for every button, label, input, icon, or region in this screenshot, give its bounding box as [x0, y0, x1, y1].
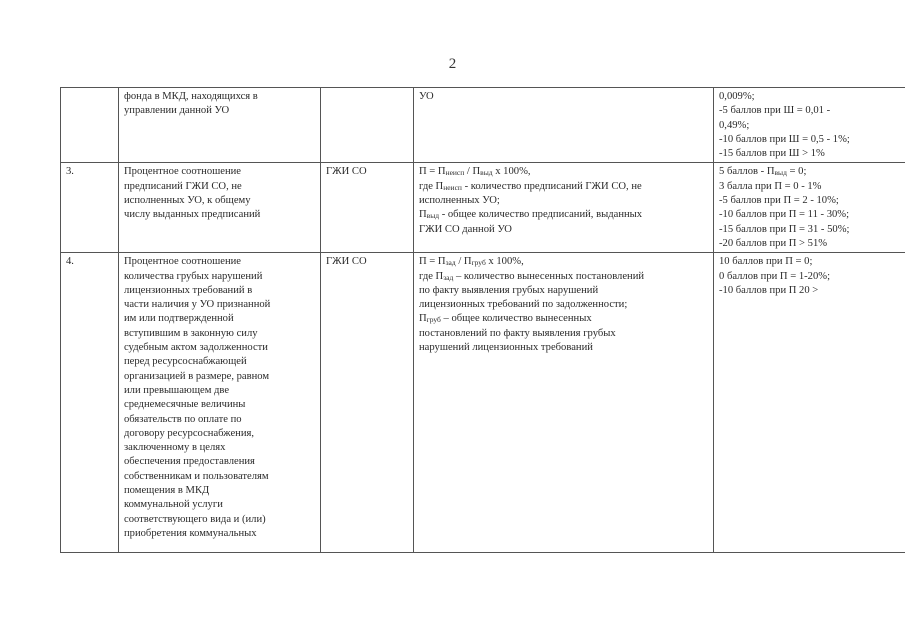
criterion-line: среднемесячные величины — [124, 399, 246, 411]
score-cell — [714, 163, 905, 253]
formula-line: $П_{груб}$ – общее количество вынесенных — [419, 313, 592, 325]
formula-line: $П = П_{неисп} / П_{выд}$ x 100%, — [419, 166, 531, 178]
score-line: -5 баллов при П = 2 - 10%; — [719, 195, 839, 207]
formula-cell — [414, 253, 714, 553]
criterion-line: договору ресурсоснабжения, — [124, 427, 255, 439]
score-line: -15 баллов при П = 31 - 50%; — [719, 223, 850, 235]
score-line: -10 баллов при П 20 > — [719, 284, 819, 296]
source-cell — [321, 163, 414, 253]
score-line: -20 баллов при П > 51% — [719, 237, 828, 249]
row-number-cell — [61, 88, 119, 163]
criterion-line: перед ресурсоснабжающей — [124, 356, 247, 368]
formula-line: где $П_{зад}$ – количество вынесенных постановлений — [419, 270, 645, 282]
score-line: 0 баллов при П = 1-20%; — [719, 270, 831, 282]
criterion-line: числу выданных предписаний — [124, 209, 261, 221]
score-line: 5 баллов - $П_{выд} = 0$; — [719, 166, 807, 178]
criterion-line: управлении данной УО — [124, 105, 230, 117]
score-line: 10 баллов при П = 0; — [719, 256, 813, 268]
criterion-line: организацией в размере, равном — [124, 370, 270, 382]
score-line: -5 баллов при Ш = 0,01 - — [719, 105, 831, 117]
table-row — [61, 88, 905, 163]
row-number-cell — [61, 253, 119, 553]
table-row — [61, 163, 905, 253]
row-number: 4. — [66, 256, 74, 268]
source-text: ГЖИ СО — [326, 256, 367, 268]
criterion-line: соответствующего вида и (или) — [124, 513, 266, 525]
formula-cell — [414, 163, 714, 253]
score-cell — [714, 88, 905, 163]
formula-line: постановлений по факту выявления грубых — [419, 327, 616, 339]
criterion-cell — [119, 253, 321, 553]
formula-line: по факту выявления грубых нарушений — [419, 284, 599, 296]
criterion-line: приобретения коммунальных — [124, 527, 257, 539]
score-line: -15 баллов при Ш > 1% — [719, 148, 825, 160]
formula-line: УО — [419, 91, 434, 102]
criterion-line: помещения в МКД — [124, 485, 210, 497]
criterion-cell — [119, 88, 321, 163]
score-cell — [714, 253, 905, 553]
criterion-cell — [119, 163, 321, 253]
score-line: -10 баллов при Ш = 0,5 - 1%; — [719, 133, 850, 145]
formula-line: лицензионных требований по задолженности; — [419, 299, 628, 311]
criterion-line: обязательств по оплате по — [124, 413, 242, 425]
criterion-line: им или подтвержденной — [124, 313, 234, 325]
table-row — [61, 253, 905, 553]
source-cell — [321, 88, 414, 163]
criterion-line: предписаний ГЖИ СО, не — [124, 180, 242, 192]
criterion-line: собственникам и пользователям — [124, 470, 269, 482]
score-line: 0,49%; — [719, 119, 750, 131]
criterion-line: фонда в МКД, находящихся в — [124, 91, 258, 102]
formula-line: нарушений лицензионных требований — [419, 342, 593, 354]
formula-line: $П_{выд}$ - общее количество предписаний, выданных — [419, 209, 643, 221]
row-number-cell — [61, 163, 119, 253]
criteria-table — [60, 87, 905, 553]
source-cell — [321, 253, 414, 553]
formula-line: ГЖИ СО данной УО — [419, 223, 512, 235]
criterion-line: или превышающем две — [124, 384, 230, 396]
criterion-line: количества грубых нарушений — [124, 270, 263, 282]
criterion-line: вступившим в законную силу — [124, 327, 258, 339]
criterion-line: лицензионных требований в — [124, 284, 253, 296]
source-text: ГЖИ СО — [326, 166, 367, 178]
row-number: 3. — [66, 166, 74, 178]
formula-cell — [414, 88, 714, 163]
criterion-line: обеспечения предоставления — [124, 456, 255, 468]
criterion-line: исполненных УО, к общему — [124, 195, 251, 207]
criterion-line: Процентное соотношение — [124, 166, 242, 178]
formula-line: исполненных УО; — [419, 195, 500, 207]
score-line: 3 балла при П = 0 - 1% — [719, 180, 822, 192]
page-number: 2 — [448, 56, 457, 72]
criterion-line: судебным актом задолженности — [124, 342, 268, 354]
criterion-line: заключенному в целях — [124, 442, 226, 454]
criterion-line: коммунальной услуги — [124, 499, 223, 511]
formula-line: где $П_{неисп}$ - количество предписаний ГЖИ СО, не — [419, 180, 642, 192]
criterion-line: части наличия у УО признанной — [124, 299, 271, 311]
criterion-line: Процентное соотношение — [124, 256, 242, 268]
formula-line: $П = П_{зад} / П_{груб}$ x 100%, — [419, 256, 524, 268]
score-line: 0,009%; — [719, 91, 755, 102]
score-line: -10 баллов при П = 11 - 30%; — [719, 209, 850, 221]
